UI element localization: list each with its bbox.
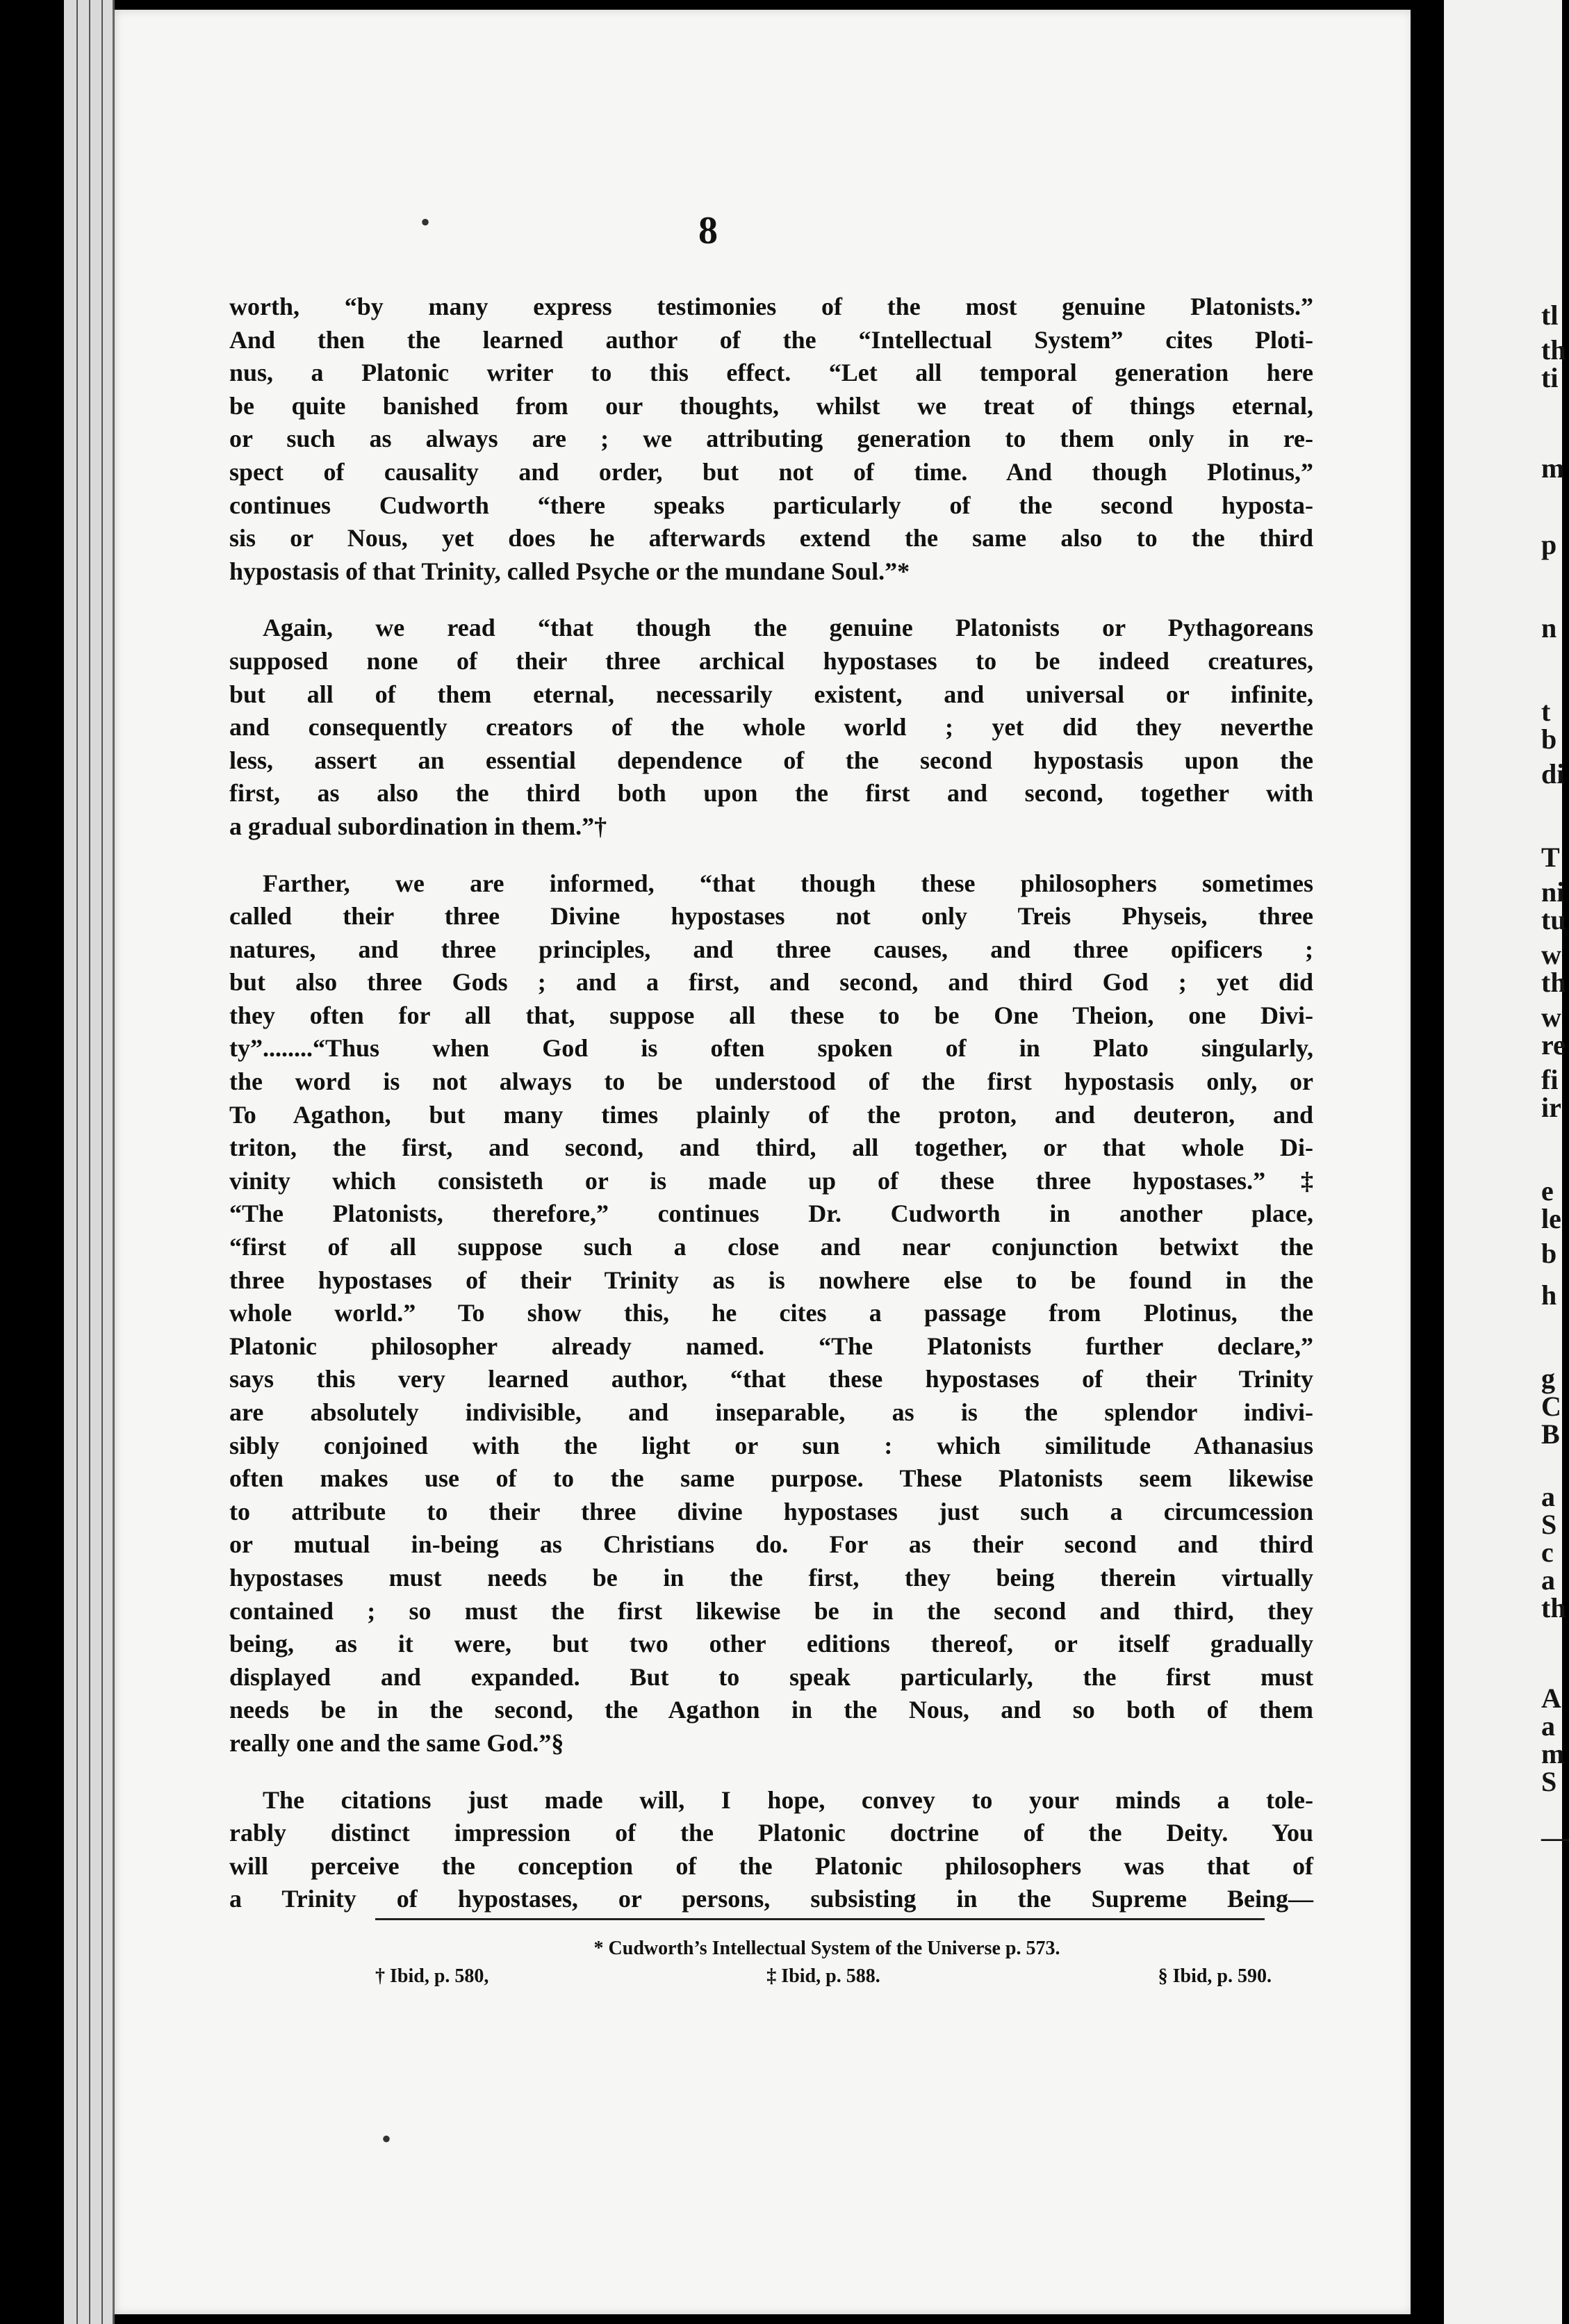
- facing-page-fragment: n: [1541, 612, 1557, 644]
- text-line: called their three Divine hypostases not only Treis Physeis, three: [229, 902, 1313, 931]
- paragraph-gap: [229, 1760, 1313, 1784]
- text-line: The citations just made will, I hope, convey to your minds a tole-: [263, 1785, 1313, 1814]
- page-number: 8: [698, 209, 718, 252]
- facing-page-fragment: a: [1541, 1564, 1555, 1596]
- facing-page-fragment: e: [1541, 1175, 1554, 1206]
- facing-page-fragment: b: [1541, 1238, 1557, 1269]
- facing-page: [1444, 0, 1569, 2324]
- footnotes: [375, 1935, 1279, 1990]
- text-line: but all of them eternal, necessarily existent, and universal or infinite,: [229, 680, 1313, 708]
- text-line: nus, a Platonic writer to this effect. “Let all temporal generation here: [229, 359, 1313, 387]
- page-edge: [90, 0, 104, 2324]
- text-line: first, as also the third both upon the first and second, together with: [229, 779, 1313, 808]
- facing-page-fragment: T: [1541, 842, 1560, 873]
- footnote: § Ibid, p. 590.: [1158, 1965, 1272, 1987]
- text-line: are absolutely indivisible, and inseparable, as is the splendor indivi-: [229, 1398, 1313, 1426]
- facing-page-fragment: le: [1541, 1203, 1561, 1234]
- facing-page-fragment: c: [1541, 1537, 1554, 1568]
- text-line: to attribute to their three divine hypostases just such a circumcession: [229, 1497, 1313, 1525]
- facing-page-fragment: B: [1541, 1418, 1560, 1450]
- facing-page-fragment: b: [1541, 723, 1557, 755]
- facing-page-fragment: th: [1541, 334, 1566, 366]
- facing-page-fragment: m: [1541, 1738, 1565, 1769]
- text-line: three hypostases of their Trinity as is nowhere else to be found in the: [229, 1266, 1313, 1294]
- text-line: “first of all suppose such a close and near conjunction betwixt the: [229, 1233, 1313, 1261]
- facing-page-fragment: w: [1541, 1001, 1561, 1033]
- facing-page-fragment: S: [1541, 1766, 1557, 1797]
- text-line: hypostasis of that Trinity, called Psyche or the mundane Soul.”*: [229, 557, 910, 585]
- footnote: † Ibid, p. 580,: [375, 1965, 489, 1987]
- text-line: contained ; so must the first likewise be in the second and third, they: [229, 1596, 1313, 1625]
- footnote: * Cudworth’s Intellectual System of the Universe p. 573.: [593, 1938, 1060, 1959]
- text-line: vinity which consisteth or is made up of these three hypostases.”‡: [229, 1166, 1313, 1195]
- text-line: says this very learned author, “that these hypostases of their Trinity: [229, 1365, 1313, 1393]
- text-line: be quite banished from our thoughts, whilst we treat of things eternal,: [229, 391, 1313, 420]
- footnote-rule: [375, 1918, 1265, 1920]
- text-line: whole world.” To show this, he cites a passage from Plotinus, the: [229, 1299, 1313, 1327]
- text-line: spect of causality and order, but not of time. And though Plotinus,”: [229, 457, 1313, 486]
- facing-page-fragment: m: [1541, 452, 1565, 484]
- text-line: often makes use of to the same purpose. These Platonists seem likewise: [229, 1464, 1313, 1493]
- text-line: a gradual subordination in them.”†: [229, 812, 607, 840]
- text-line: and consequently creators of the whole world ; yet did they neverthe: [229, 713, 1313, 742]
- text-line: Platonic philosopher already named. “The Platonists further declare,”: [229, 1332, 1313, 1360]
- speck: •: [420, 206, 431, 238]
- facing-page-fragment: tu: [1541, 904, 1566, 935]
- text-line: And then the learned author of the “Intellectual System” cites Ploti-: [229, 325, 1313, 354]
- facing-page-fragment: ir: [1541, 1092, 1561, 1123]
- text-line: supposed none of their three archical hypostases to be indeed creatures,: [229, 646, 1313, 675]
- text-line: rably distinct impression of the Platonic doctrine of the Deity. You: [229, 1819, 1313, 1847]
- text-line: really one and the same God.”§: [229, 1728, 564, 1757]
- text-line: a Trinity of hypostases, or persons, subsisting in the Supreme Being—: [229, 1885, 1313, 1913]
- facing-page-fragment: re: [1541, 1029, 1566, 1061]
- text-line: continues Cudworth “there speaks particularly of the second hyposta-: [229, 491, 1313, 519]
- paragraph-gap: [229, 588, 1313, 612]
- facing-page-fragment: a: [1541, 1481, 1555, 1512]
- text-line: needs be in the second, the Agathon in the Nous, and so both of them: [229, 1696, 1313, 1724]
- footnote: ‡ Ibid, p. 588.: [766, 1965, 880, 1987]
- text-line: less, assert an essential dependence of the second hypostasis upon the: [229, 746, 1313, 774]
- text-line: To Agathon, but many times plainly of the proton, and deuteron, and: [229, 1100, 1313, 1129]
- text-line: hypostases must needs be in the first, they being therein virtually: [229, 1563, 1313, 1591]
- book-gutter: [1411, 0, 1444, 2324]
- facing-page-fragment: th: [1541, 967, 1566, 998]
- text-line: triton, the first, and second, and third, all together, or that whole Di-: [229, 1134, 1313, 1162]
- facing-page-fragment: tl: [1541, 300, 1559, 331]
- text-line: Again, we read “that though the genuine Platonists or Pythagoreans: [263, 614, 1313, 642]
- text-line: worth, “by many express testimonies of the most genuine Platonists.”: [229, 293, 1313, 320]
- text-line: the word is not always to be understood of the first hypostasis only, or: [229, 1067, 1313, 1096]
- facing-page-fragment: th: [1541, 1592, 1566, 1623]
- text-line: being, as it were, but two other editions thereof, or itself gradually: [229, 1630, 1313, 1658]
- text-line: “The Platonists, therefore,” continues Dr. Cudworth in another place,: [229, 1200, 1313, 1228]
- facing-page-fragment: ti: [1541, 362, 1559, 393]
- facing-page-fragment: g: [1541, 1363, 1555, 1394]
- facing-page-fragment: C: [1541, 1391, 1561, 1422]
- facing-page-fragment: S: [1541, 1509, 1557, 1540]
- text-line: or mutual in-being as Christians do. For as their second and third: [229, 1530, 1313, 1559]
- text-line: Farther, we are informed, “that though these philosophers sometimes: [263, 869, 1313, 897]
- facing-page-fragment: a: [1541, 1710, 1555, 1742]
- paragraph-gap: [229, 844, 1313, 867]
- facing-page-fragment: t: [1541, 696, 1551, 727]
- text-line: sibly conjoined with the light or sun : which similitude Athanasius: [229, 1431, 1313, 1459]
- facing-page-fragment: di: [1541, 758, 1565, 789]
- facing-page-fragment: A: [1541, 1683, 1561, 1714]
- text-line: ty”........“Thus when God is often spoken of in Plato singularly,: [229, 1034, 1313, 1063]
- text-line: will perceive the conception of the Platonic philosophers was that of: [229, 1851, 1313, 1880]
- text-line: displayed and expanded. But to speak particularly, the first must: [229, 1662, 1313, 1691]
- facing-page-fragment: p: [1541, 529, 1557, 560]
- text-line: but also three Gods ; and a first, and second, and third God ; yet did: [229, 968, 1313, 997]
- text-line: or such as always are ; we attributing generation to them only in re-: [229, 425, 1313, 453]
- facing-page-fragment: h: [1541, 1279, 1557, 1311]
- speck: •: [381, 2123, 392, 2154]
- facing-page-fragment: —: [1541, 1822, 1569, 1853]
- page-edge: [78, 0, 91, 2324]
- text-line: natures, and three principles, and three causes, and three opificers ;: [229, 935, 1313, 963]
- body-text: [229, 290, 1313, 1916]
- facing-page-fragment: w: [1541, 939, 1561, 970]
- text-line: they often for all that, suppose all these to be One Theion, one Divi-: [229, 1001, 1313, 1029]
- page-edge: [64, 0, 79, 2324]
- footnote-row: [375, 1963, 1279, 1990]
- text-line: sis or Nous, yet does he afterwards extend the same also to the third: [229, 524, 1313, 553]
- facing-page-fragment: ni: [1541, 876, 1565, 908]
- facing-page-fragment: fi: [1541, 1064, 1559, 1095]
